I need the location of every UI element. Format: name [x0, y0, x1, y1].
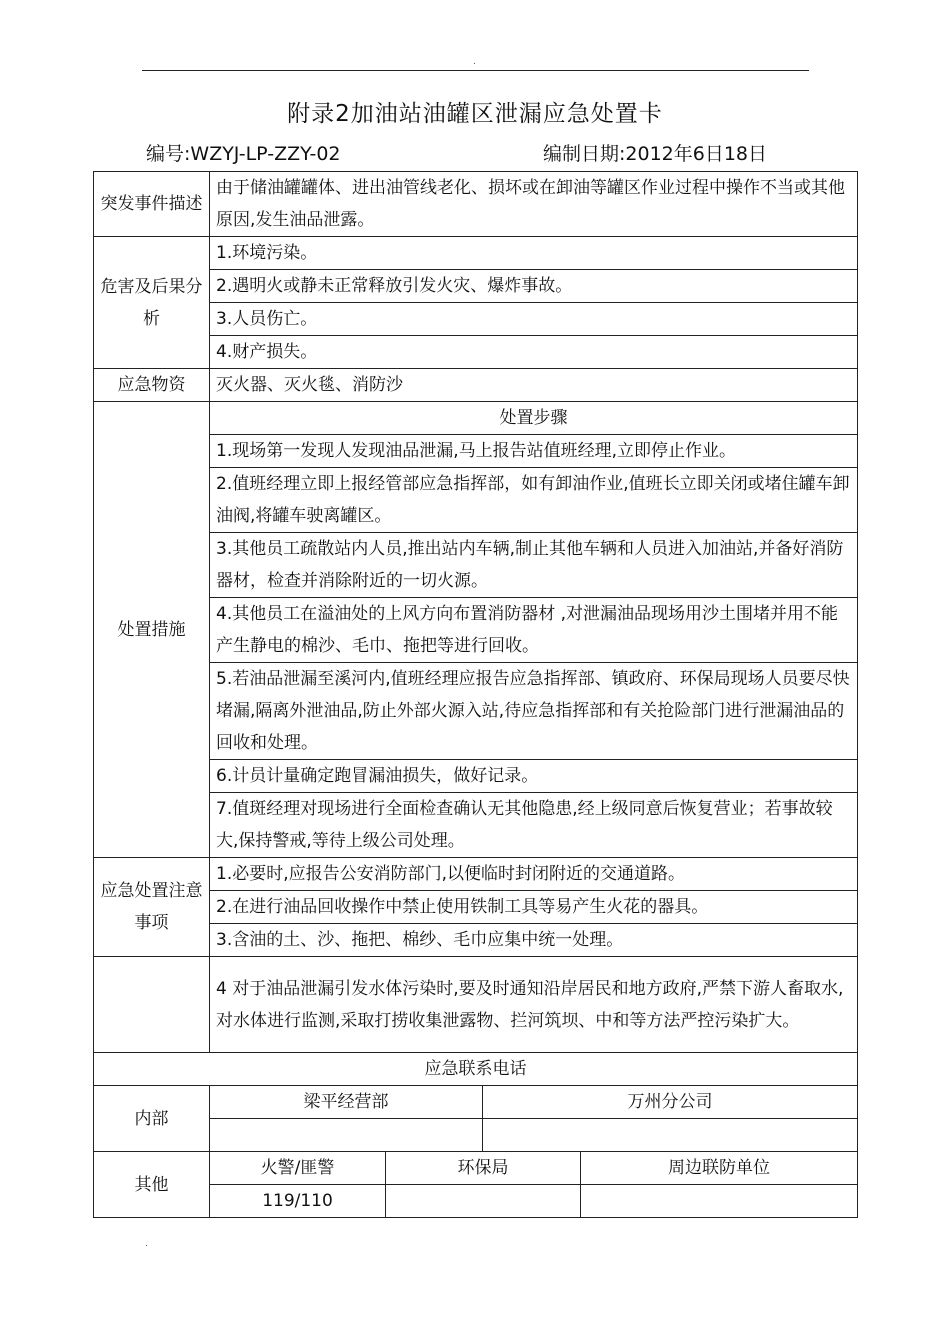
harm-item: 3.人员伤亡。	[210, 303, 858, 336]
other-phone-cell	[581, 1185, 858, 1218]
page-title: 附录2加油站油罐区泄漏应急处置卡	[287, 101, 663, 127]
header-rule	[142, 70, 809, 71]
measures-label: 处置措施	[94, 402, 210, 858]
empty-label-cell	[94, 957, 210, 1053]
harm-row	[94, 237, 858, 270]
other-label: 其他	[94, 1152, 210, 1218]
measure-step: 6.计员计量确定跑冒漏油损失，做好记录。	[210, 760, 858, 793]
contacts-title-row	[94, 1053, 858, 1086]
event-description: 由于储油罐罐体、进出油管线老化、损坏或在卸油等罐区作业过程中操作不当或其他原因,发生油品泄露。	[210, 172, 858, 237]
measures-row	[94, 402, 858, 435]
harm-item: 2.遇明火或静未正常释放引发火灾、爆炸事故。	[210, 270, 858, 303]
materials-row	[94, 369, 858, 402]
other-phone-cell	[386, 1185, 581, 1218]
note-item: 1.必要时,应报告公安消防部门,以便临时封闭附近的交通道路。	[210, 858, 858, 891]
note-extra: 4 对于油品泄漏引发水体污染时,要及时通知沿岸居民和地方政府,严禁下游人畜取水,对水体进行监测,采取打捞收集泄露物、拦河筑坝、中和等方法严控污染扩大。	[210, 957, 858, 1053]
emergency-card-table	[93, 171, 858, 1218]
materials-label: 应急物资	[94, 369, 210, 402]
measure-step: 4.其他员工在溢油处的上风方向布置消防器材 ,对泄漏油品现场用沙土围堵并用不能产生静电的棉沙、毛巾、拖把等进行回收。	[210, 598, 858, 663]
measure-step: 7.值斑经理对现场进行全面检查确认无其他隐患,经上级同意后恢复营业；若事故较大,保持警戒,等待上级公司处理。	[210, 793, 858, 858]
page-mark: .	[473, 57, 476, 67]
measure-step: 1.现场第一发现人发现油品泄漏,马上报告站值班经理,立即停止作业。	[210, 435, 858, 468]
other-col-header: 周边联防单位	[581, 1152, 858, 1185]
harm-item: 4.财产损失。	[210, 336, 858, 369]
other-col-header: 火警/匪警	[210, 1152, 386, 1185]
measure-step: 3.其他员工疏散站内人员,推出站内车辆,制止其他车辆和人员进入加油站,并备好消防器材，检查并消除附近的一切火源。	[210, 533, 858, 598]
event-label: 突发事件描述	[94, 172, 210, 237]
contacts-title: 应急联系电话	[94, 1053, 858, 1086]
measures-header: 处置步骤	[210, 402, 858, 435]
page-mark: .	[145, 1239, 148, 1249]
other-col-header: 环保局	[386, 1152, 581, 1185]
measure-step: 5.若油品泄漏至溪河内,值班经理应报告应急指挥部、镇政府、环保局现场人员要尽快堵漏,隔离外泄油品,防止外部火源入站,待应急指挥部和有关抢险部门进行泄漏油品的回收和处理。	[210, 663, 858, 760]
other-contacts-row	[94, 1152, 858, 1185]
internal-col-header: 梁平经营部	[210, 1086, 483, 1119]
harm-label: 危害及后果分析	[94, 237, 210, 369]
harm-item: 1.环境污染。	[210, 237, 858, 270]
internal-contacts-row	[94, 1086, 858, 1119]
internal-label: 内部	[94, 1086, 210, 1152]
notes-label: 应急处置注意事项	[94, 858, 210, 957]
measure-step: 2.值班经理立即上报经管部应急指挥部，如有卸油作业,值班长立即关闭或堵住罐车卸油阀,将罐车驶离罐区。	[210, 468, 858, 533]
note-item: 3.含油的土、沙、拖把、棉纱、毛巾应集中统一处理。	[210, 924, 858, 957]
notes-extra-row	[94, 957, 858, 1053]
note-item: 2.在进行油品回收操作中禁止使用铁制工具等易产生火花的器具。	[210, 891, 858, 924]
internal-phone-cell	[210, 1119, 483, 1152]
event-row	[94, 172, 858, 237]
notes-row	[94, 858, 858, 891]
document-number: 编号:WZYJ-LP-ZZY-02	[146, 143, 341, 165]
internal-phone-cell	[483, 1119, 858, 1152]
internal-col-header: 万州分公司	[483, 1086, 858, 1119]
police-phone: 119/110	[210, 1185, 386, 1218]
compile-date: 编制日期:2012年6日18日	[543, 143, 768, 165]
materials-list: 灭火器、灭火毯、消防沙	[210, 369, 858, 402]
